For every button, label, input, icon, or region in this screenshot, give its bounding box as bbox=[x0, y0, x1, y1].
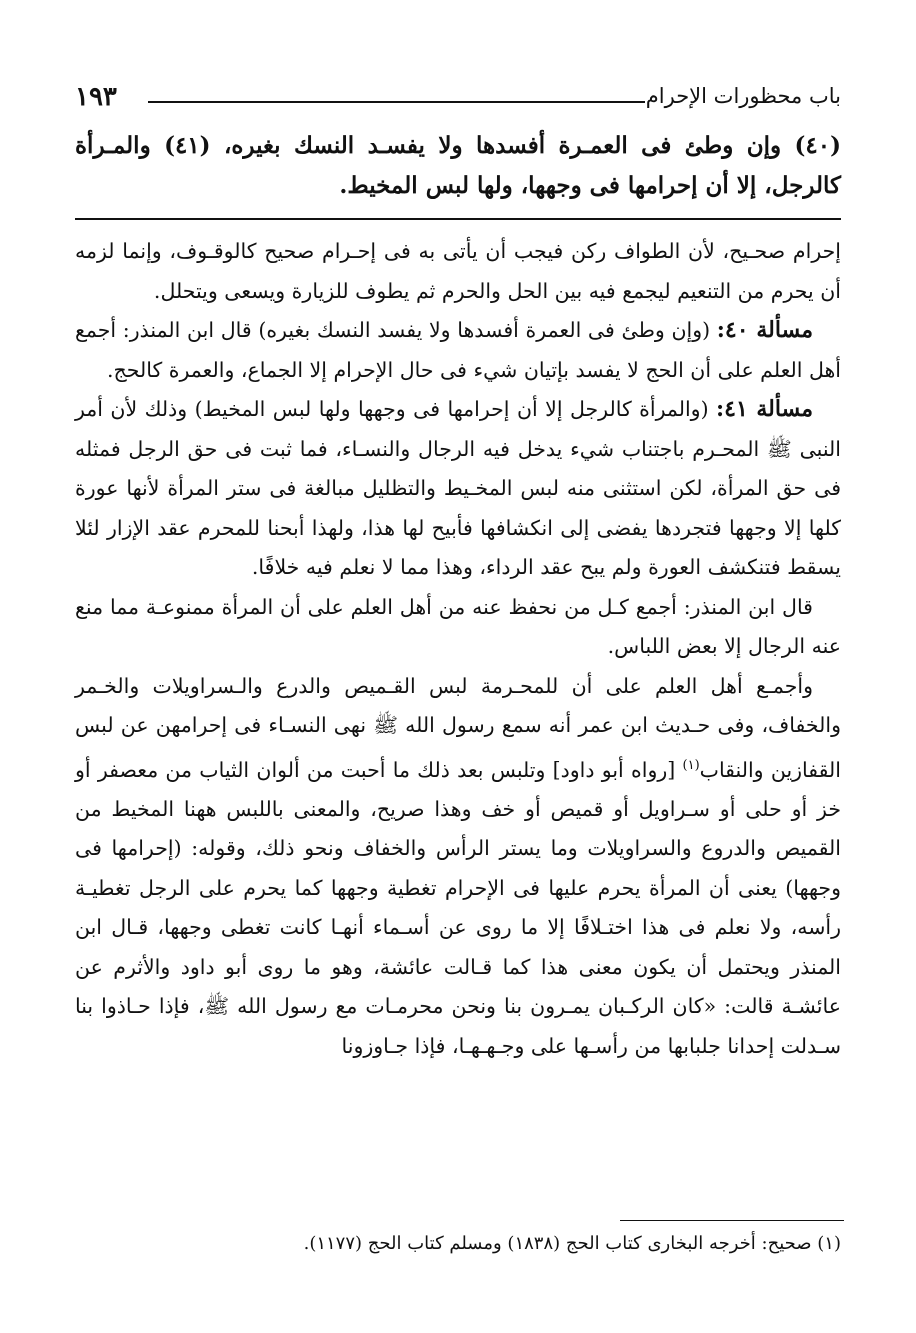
header-rule bbox=[148, 101, 645, 103]
masala-41-label: مسألة ٤١: bbox=[716, 396, 813, 422]
footnote: (١) صحيح: أخرجه البخارى كتاب الحج (١٨٣٨) ومسلم كتاب الحج (١١٧٧). bbox=[303, 1233, 841, 1254]
paragraph-ibn-mundhir: قال ابن المنذر: أجمع كـل من نحفظ عنه من أهل العلم على أن المرأة ممنوعـة مما منع عنه الرجال إلا بعض اللباس. bbox=[75, 594, 841, 658]
page-number: ١٩٣ bbox=[75, 82, 117, 112]
page-header bbox=[75, 82, 841, 116]
paragraph-ijma-part-b: [رواه أبو داود] وتلبس بعد ذلك ما أحبت من ألوان الثياب من معصفر أو خز أو حلى أو سـراويل أو قميص أو خف وهذا صريح، والمعنى باللبس ههنا المخيط من القميص والدروع والسراويلات وما يستر الرأس والخفاف ونحو ذلك، وقوله: (إحرامها فى وجهها) يعنى أن المرأة يحرم عليها فى الإحرام تغطية وجهها كما يحرم على الرجل تغطيـة رأسه، ولا نعلم فى هذا اختـلافًا إلا ما روى عن أسـماء أنهـا كانت تغطى وجهها، قـال ابن المنذر ويحتمل أن يكون معنى هذا كما قـالت عائشة، وهو ما روى أبو داود والأثرم عن عائشـة قالت: «كان الركـبان يمـرون بنا ونحن محرمـات مع رسول الله ﷺ، فإذا حـاذوا بنا سـدلت إحدانا جلبابها من رأسـها على وجـهـهـا، فإذا جـاوزونا bbox=[75, 757, 841, 1058]
commentary-body bbox=[75, 232, 841, 1066]
chapter-title: باب محظورات الإحرام bbox=[645, 84, 841, 108]
footnote-reference: (١) bbox=[682, 757, 700, 773]
paragraph-ijma bbox=[75, 667, 841, 1067]
matn-divider bbox=[75, 218, 841, 220]
masala-40-text: (وإن وطئ فى العمرة أفسدها ولا يفسد النسك بغيره) قال ابن المنذر: أجمع أهل العلم على أن الحج لا يفسد بإتيان شيء فى حال الإحرام إلا الجماع، والعمرة كالحج. bbox=[75, 318, 841, 382]
masala-40 bbox=[75, 311, 841, 390]
masala-41-text: (والمرأة كالرجل إلا أن إحرامها فى وجهها ولها لبس المخيط) وذلك لأن أمر النبى ﷺ المحـرم باجتناب شيء يدخل فيه الرجال والنسـاء، فما ثبت فى حق الرجل فمثله فى حق المرأة، لكن استثنى منه لبس المخـيط والتظليل مبالغة فى ستر المرأة لأنها عورة كلها إلا وجهها فتجردها يفضى إلى انكشافها فأبيح لها هذا، ولهذا أبحنا للمحرم عقد الإزار لئلا يسقط فتنكشف العورة ولم يبح عقد الرداء، وهذا مما لا نعلم فيه خلافًا. bbox=[75, 397, 841, 579]
paragraph-continuation: إحرام صحـيح، لأن الطواف ركن فيجب أن يأتى به فى إحـرام صحيح كالوقـوف، وإنما لزمه أن يحرم من التنعيم ليجمع فيه بين الحل والحرم ثم يطوف للزيارة ويسعى ويتحلل. bbox=[75, 239, 841, 303]
masala-41 bbox=[75, 390, 841, 588]
matn-text: (٤٠) وإن وطئ فى العمـرة أفسدها ولا يفسـد النسك بغيره، (٤١) والمـرأة كالرجل، إلا أن إحرامها فى وجهها، ولها لبس المخيط. bbox=[75, 132, 841, 199]
footnote-divider bbox=[620, 1220, 844, 1221]
paragraph-ijma-part-a: وأجمـع أهل العلم على أن للمحـرمة لبس القـميص والدرع والـسراويلات والخـمر والخفاف، وفى حـديث ابن عمر أنه سمع رسول الله ﷺ نهى النسـاء فى إحرامهن عن لبس القفازين والنقاب bbox=[75, 673, 841, 782]
masala-40-label: مسألة ٤٠: bbox=[716, 317, 813, 343]
